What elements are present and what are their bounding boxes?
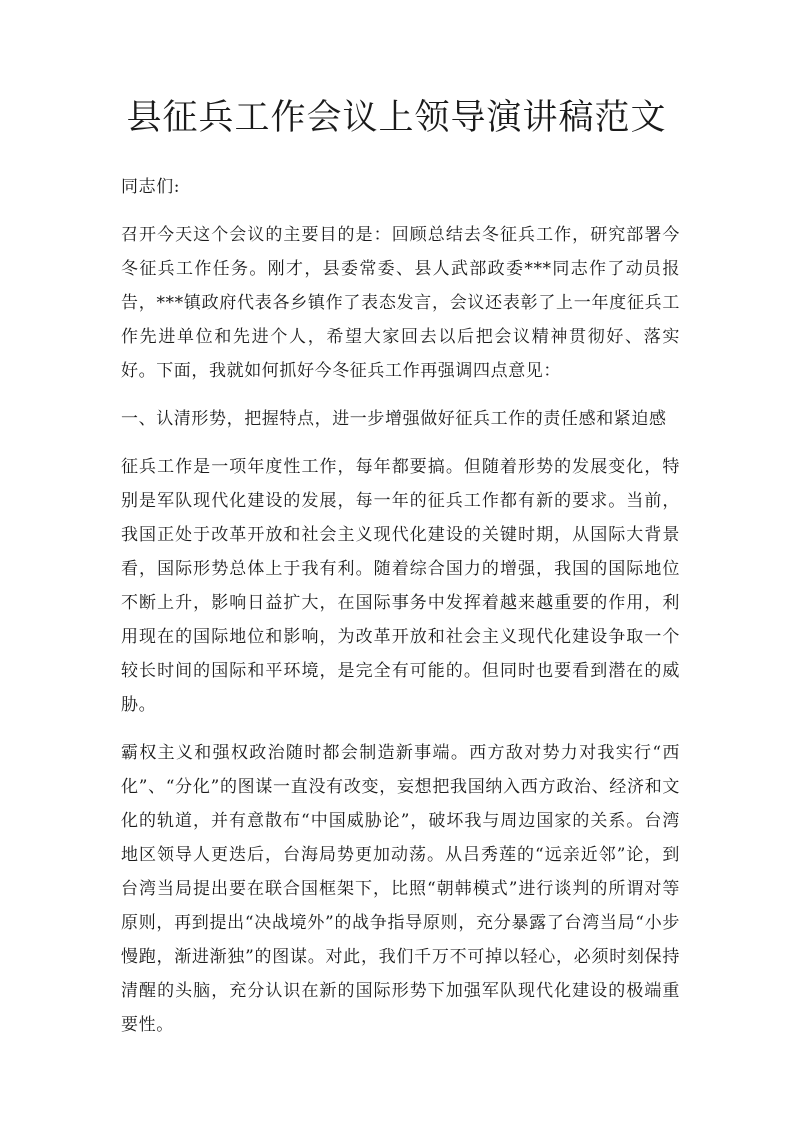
- document-title: 县征兵工作会议上领导演讲稿范文: [126, 98, 667, 138]
- salutation: 同志们:: [121, 177, 181, 197]
- section-heading-1: 一、认清形势，把握特点，进一步增强做好征兵工作的责任感和紧迫感: [121, 409, 667, 429]
- document-body: [121, 170, 680, 1042]
- paragraph-threats: 霸权主义和强权政治随时都会制造新事端。西方敌对势力对我实行“西化”、“分化”的图谋一直没有改变，妄想把我国纳入西方政治、经济和文化的轨道，并有意散布“中国威胁论”，破坏我与周边国家的关系。台湾地区领导人更迭后，台海局势更加动荡。从吕秀莲的“远亲近邻”论，到台湾当局提出要在联合国框架下，比照“朝韩模式”进行谈判的所谓对等原则，再到提出“决战境外”的战争指导原则，充分暴露了台湾当局“小步慢跑，渐进渐独”的图谋。对此，我们千万不可掉以轻心，必须时刻保持清醒的头脑，充分认识在新的国际形势下加强军队现代化建设的极端重要性。: [121, 743, 680, 1035]
- paragraph-intro: 召开今天这个会议的主要目的是：回顾总结去冬征兵工作，研究部署今冬征兵工作任务。刚才，县委常委、县人武部政委***同志作了动员报告，***镇政府代表各乡镇作了表态发言，会议还表彰了上一年度征兵工作先进单位和先进个人，希望大家回去以后把会议精神贯彻好、落实好。下面，我就如何抓好今冬征兵工作再强调四点意见：: [121, 225, 680, 381]
- paragraph-situation: 征兵工作是一项年度性工作，每年都要搞。但随着形势的发展变化，特别是军队现代化建设的发展，每一年的征兵工作都有新的要求。当前，我国正处于改革开放和社会主义现代化建设的关键时期，从国际大背景看，国际形势总体上于我有利。随着综合国力的增强，我国的国际地位不断上升，影响日益扩大，在国际事务中发挥着越来越重要的作用，利用现在的国际地位和影响，为改革开放和社会主义现代化建设争取一个较长时间的国际和平环境，是完全有可能的。但同时也要看到潜在的威胁。: [121, 457, 680, 715]
